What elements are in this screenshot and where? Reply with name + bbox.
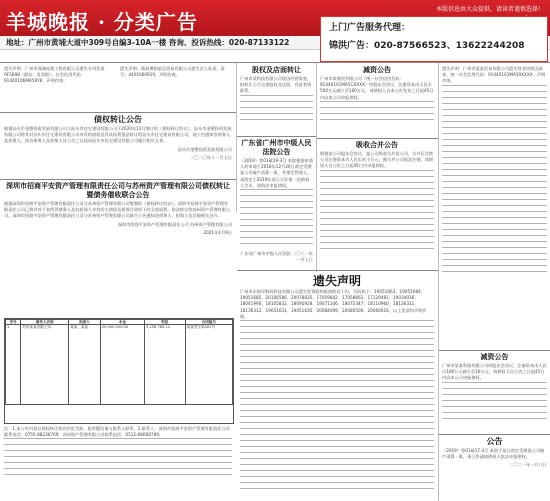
ad-body: 注：1.本公告内容以债权转让协议约定为准，如有疑问请与联系人联系。2.联系人：深圳市招商平安资产管理有限责任公司 联系电话：0755-88236769。苏州资产管理有限公司联系电话：0512-68008789。 (4, 426, 230, 438)
ad-body: 广州市某商贸有限公司（统一社会信用代码：91440101MA5CXXXX）经股东会决议，注册资本由人民币500万元减少至100万元，请债权人自本公告发布之日起45日内向本公司申报债权。 (320, 76, 434, 100)
text-lines (320, 170, 434, 250)
ad-signature: 汕头市金塑投资发展有限公司 (177, 146, 232, 152)
ad-lost-notice-2 (120, 66, 232, 110)
ad-lost-notice-1 (4, 66, 116, 110)
table-header: 本金 (100, 320, 144, 325)
text-lines (320, 101, 434, 121)
section-rule (0, 62, 550, 63)
column-rule (316, 62, 317, 272)
table-cell: 苏州某某有限公司 (21, 325, 69, 405)
address-text: 地址：广州市黄埔大道中309号自编3-10A一楼 咨询、投诉热线：020-87133122 (6, 38, 290, 47)
ad-title: 公告 (486, 437, 503, 446)
ad-title: 遗失声明 (312, 274, 361, 288)
ad-title: 债权转让公告 (94, 115, 142, 124)
ad-body: 遗失声明：珠海博润星辰贸易有限公司遗失法人私章，章号：4401060919，声明作废。 (120, 66, 225, 78)
ad-body: 广州市某某科技有限公司经股东会决议，注册资本由人民币100万元减少至10万元，请债权人自公告之日起45日内向本公司申报债权。 (442, 363, 547, 381)
ad-body: 遗失声明：广州市某某贸易有限公司遗失营业执照正副本，统一社会信用代码：91440101MA59XXXX，声明作废。 (442, 66, 546, 84)
ad-body: 遗失声明：广州市蓬瑞连锁工程有限公司遗失专用发票AF5898（联次：发票联），社会信用代码：91440106MA59Y8，声明作废。 (4, 66, 105, 84)
notice-line-1: 本版信息由大众提供，请读者谨慎选择！ (435, 6, 544, 13)
debt-table (4, 318, 234, 424)
text-lines (442, 382, 547, 422)
ad-lost-invoices (240, 274, 434, 498)
ad-divider (439, 350, 550, 351)
text-lines (4, 438, 232, 478)
ad-body: 根据汕头市金塑投资发展有限公司与汕头市住宅建设有限公司于2020年11月签订的《债权转让协议》，汕头市金塑投资发展有限公司将其对汕头市住宅建设有限公司享有的债权及其从权利依法转让给汕头市住宅建设有限公司，现公告通知各债务人及担保人，请各债务人及担保人从公告之日起向汕头市住宅建设有限公司履行相应义务。 (4, 126, 232, 144)
ad-equity-transfer (240, 66, 313, 134)
ad-title: 深圳市招商平安资产管理有限责任公司与苏州资产管理有限公司债权转让暨债务催收联合公告 (6, 182, 230, 199)
ad-debt-transfer (4, 115, 232, 177)
ad-divider (0, 112, 236, 113)
text-lines (442, 85, 547, 275)
ad-body: 广州市某科技有限公司现因经营需要，拟转让公司全部股权及店面，有意者请联系。 (240, 76, 312, 94)
ad-date: 广东省广州市中级人民法院 二〇二一年一月七日 (240, 251, 313, 263)
ad-divider (317, 138, 438, 139)
section-rule (237, 270, 438, 271)
table-cell: 某某贷字第001号 (185, 325, 232, 405)
ad-merger (320, 141, 434, 267)
ad-title: 吸收合并公告 (356, 141, 398, 149)
column-rule (236, 62, 237, 212)
ad-title: 股权及店面转让 (252, 66, 301, 74)
table-header: 债务人名称 (21, 320, 69, 325)
table-header: 序号 (6, 320, 21, 325)
ad-court-notice (240, 139, 313, 267)
ad-title: 减资公告 (480, 353, 509, 361)
table-header: 合同编号 (185, 320, 232, 325)
ad-table-notes (4, 426, 232, 498)
text-lines (240, 320, 434, 490)
masthead-title: 羊城晚报 · 分类广告 (6, 10, 198, 34)
ad-divider (0, 179, 236, 180)
table-cell: 1 (6, 325, 21, 405)
ad-signature: 深圳市招商平安资产管理有限责任公司 苏州资产管理有限公司 (117, 221, 232, 227)
ad-date: 2021年1月9日 (203, 229, 232, 235)
ad-capital-reduction (320, 66, 434, 136)
ad-capital-reduction-2 (442, 353, 547, 433)
ad-right-column (442, 66, 547, 284)
ad-body: 根据某公司股东会决议，某公司吸收合并某公司，合并后存续公司注册资本为人民币若干万元，被合并公司依法注销，请债权人自公告之日起45日内申报债权。 (320, 151, 434, 169)
table-header: 利息 (144, 320, 185, 325)
table-cell: 某某、某某 (69, 325, 101, 405)
ad-divider (439, 434, 550, 435)
ad-body: 根据深圳市招商平安资产管理有限责任公司与苏州资产管理有限公司签署的《债权转让协议》，深圳市招商平安资产管理有限责任公司已将其对下表所列债务人及其担保人享有的主债权及担保合同项下的全部权利，依法转让给苏州资产管理有限公司。深圳市招商平安资产管理有限责任公司与苏州资产管理有限公司联合公告通知各债务人、担保人及其他相关各方。 (4, 201, 231, 219)
ad-body: 广州市东海岸数码科技有限公司遗失发票联和抵扣联若干份，号码如下：19051663、19051684、19051685、20106586、20078835、17059842、17058662、17129481、19034036、18041990、18105832、18095928、19071346、18072347、18110960、18136311、18136312、19051631、19051635、20084099、20080500、20060616，以上发票均声明作废。 (240, 289, 427, 319)
ad-court-notice-2 (442, 437, 547, 499)
ad-date: 二〇二一年一月八日 (509, 462, 547, 468)
debt-table-grid (5, 319, 233, 405)
ad-title: 广东省广州市中级人民法院公告 (241, 139, 312, 156)
table-header: 担保人 (69, 320, 101, 325)
ad-date: 二〇二〇年十一月七日 (190, 154, 232, 160)
text-lines (240, 189, 313, 249)
table-row (6, 325, 233, 405)
ad-body: （2019）粤01破17-3号 本院于某日裁定受理某公司破产清算一案，现公告通知债权人依法申报债权。 (442, 448, 545, 460)
text-lines (240, 95, 313, 125)
table-cell: 3,256,789.12 (144, 325, 185, 405)
ad-title: 减资公告 (363, 66, 391, 74)
column-rule (438, 62, 439, 501)
hotline-number: 锦洪广告：020-87566523、13622244208 (329, 41, 525, 51)
hotline-label: 上门广告服务代理： (329, 23, 411, 33)
ad-body: （2019）粤01破19-3号 本院根据申请人的申请于2018年12月26日裁定受理某公司破产清算一案，并指定管理人。本院定于2019年某日召开第一次债权人会议，请依法申报债权。 (240, 158, 313, 188)
table-cell: 20,000,000.00 (100, 325, 144, 405)
ad-divider (237, 136, 316, 137)
hotline-box (320, 16, 548, 62)
